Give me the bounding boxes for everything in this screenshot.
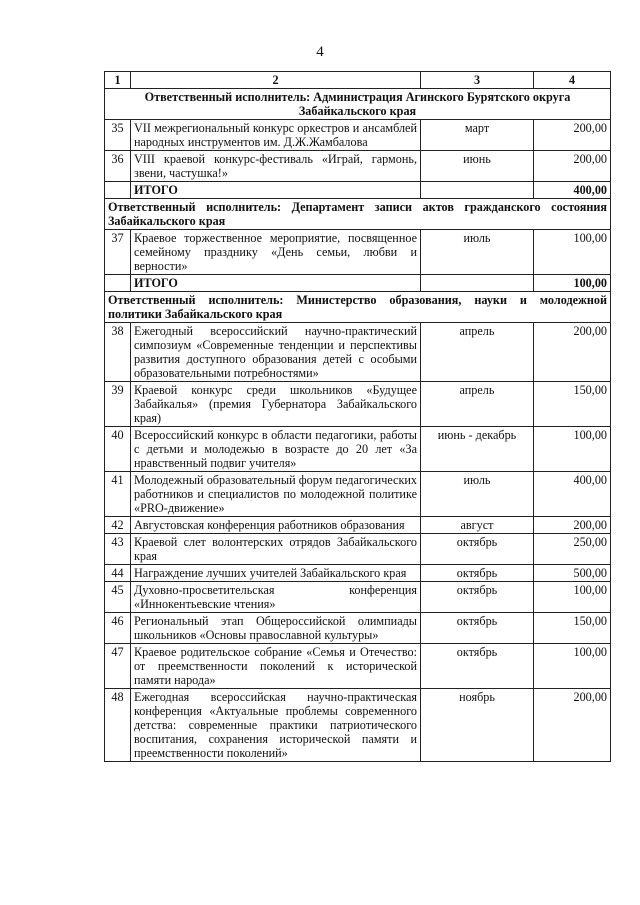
row-amount: 200,00 [534, 689, 611, 762]
row-amount: 500,00 [534, 565, 611, 582]
section-title-line: Ответственный исполнитель: Министерство образования, науки и молодежной [108, 293, 607, 307]
row-number: 46 [105, 613, 131, 644]
row-number: 36 [105, 151, 131, 182]
row-event: Награждение лучших учителей Забайкальского края [131, 565, 421, 582]
events-table [104, 71, 611, 762]
total-blank [421, 275, 534, 292]
row-period: октябрь [421, 613, 534, 644]
row-number: 41 [105, 472, 131, 517]
section-title-line: политики Забайкальского края [108, 307, 283, 321]
column-header-row [105, 72, 611, 89]
row-event: Августовская конференция работников образования [131, 517, 421, 534]
row-event: Краевой конкурс среди школьников «Будущее Забайкалья» (премия Губернатора Забайкальского края) [131, 382, 421, 427]
row-number: 39 [105, 382, 131, 427]
row-amount: 100,00 [534, 644, 611, 689]
column-header: 3 [421, 72, 534, 89]
row-number: 42 [105, 517, 131, 534]
row-event: Краевое торжественное мероприятие, посвященное семейному празднику «День семьи, любви и верности» [131, 230, 421, 275]
section-title [105, 89, 611, 120]
row-number: 35 [105, 120, 131, 151]
section-title-line: Ответственный исполнитель: Администрация Агинского Бурятского округа [144, 90, 571, 104]
row-amount: 200,00 [534, 323, 611, 382]
row-number: 37 [105, 230, 131, 275]
row-period: март [421, 120, 534, 151]
row-amount: 200,00 [534, 517, 611, 534]
row-period: июнь - декабрь [421, 427, 534, 472]
section-title [105, 292, 611, 323]
row-period: август [421, 517, 534, 534]
row-event: Ежегодная всероссийская научно-практическая конференция «Актуальные проблемы современного детства: современные практики патриотического воспитания, сохранения исторической памяти и преемственности поколений» [131, 689, 421, 762]
section-title-line: Ответственный исполнитель: Департамент записи актов гражданского состояния [108, 200, 607, 214]
row-amount: 100,00 [534, 427, 611, 472]
total-row [105, 275, 611, 292]
table-row [105, 644, 611, 689]
section-header-row [105, 199, 611, 230]
section-title-line: Забайкальского края [108, 214, 226, 228]
total-label: ИТОГО [131, 275, 421, 292]
row-amount: 200,00 [534, 151, 611, 182]
row-amount: 400,00 [534, 472, 611, 517]
row-number: 47 [105, 644, 131, 689]
row-period: ноябрь [421, 689, 534, 762]
table-row [105, 151, 611, 182]
table-row [105, 613, 611, 644]
page-number: 4 [316, 44, 324, 60]
row-number: 40 [105, 427, 131, 472]
section-header-row [105, 292, 611, 323]
row-period: октябрь [421, 565, 534, 582]
table-row [105, 534, 611, 565]
row-amount: 150,00 [534, 613, 611, 644]
total-row [105, 182, 611, 199]
row-event: Региональный этап Общероссийской олимпиады школьников «Основы православной культуры» [131, 613, 421, 644]
section-title-line: Забайкальского края [298, 104, 417, 118]
table-row [105, 120, 611, 151]
row-event: Молодежный образовательный форум педагогических работников и специалистов по молодежной политике «PRO-движение» [131, 472, 421, 517]
row-event: VII межрегиональный конкурс оркестров и ансамблей народных инструментов им. Д.Ж.Жамбалова [131, 120, 421, 151]
column-header: 4 [534, 72, 611, 89]
row-event: Краевое родительское собрание «Семья и Отечество: от преемственности поколений к исторической памяти народа» [131, 644, 421, 689]
table-row [105, 472, 611, 517]
row-amount: 200,00 [534, 120, 611, 151]
row-number: 48 [105, 689, 131, 762]
row-amount: 150,00 [534, 382, 611, 427]
row-period: июль [421, 472, 534, 517]
row-number: 43 [105, 534, 131, 565]
row-amount: 100,00 [534, 230, 611, 275]
row-period: июль [421, 230, 534, 275]
row-period: октябрь [421, 644, 534, 689]
row-number: 38 [105, 323, 131, 382]
table-row [105, 565, 611, 582]
section-title [105, 199, 611, 230]
total-blank [421, 182, 534, 199]
table-row [105, 230, 611, 275]
total-blank [105, 275, 131, 292]
table-row [105, 382, 611, 427]
table-row [105, 689, 611, 762]
row-amount: 100,00 [534, 582, 611, 613]
table-row [105, 582, 611, 613]
row-number: 45 [105, 582, 131, 613]
column-header: 2 [131, 72, 421, 89]
total-blank [105, 182, 131, 199]
row-period: октябрь [421, 582, 534, 613]
row-period: июнь [421, 151, 534, 182]
row-event: Всероссийский конкурс в области педагогики, работы с детьми и молодежью в возрасте до 20 лет «За нравственный подвиг учителя» [131, 427, 421, 472]
row-event: Духовно-просветительская конференция «Иннокентьевские чтения» [131, 582, 421, 613]
table-row [105, 323, 611, 382]
row-number: 44 [105, 565, 131, 582]
row-event: Краевой слет волонтерских отрядов Забайкальского края [131, 534, 421, 565]
column-header: 1 [105, 72, 131, 89]
row-period: апрель [421, 382, 534, 427]
row-amount: 250,00 [534, 534, 611, 565]
row-period: апрель [421, 323, 534, 382]
section-header-row [105, 89, 611, 120]
total-label: ИТОГО [131, 182, 421, 199]
total-amount: 100,00 [534, 275, 611, 292]
table-row [105, 427, 611, 472]
total-amount: 400,00 [534, 182, 611, 199]
row-event: VIII краевой конкурс-фестиваль «Играй, гармонь, звени, частушка!» [131, 151, 421, 182]
row-event: Ежегодный всероссийский научно-практический симпозиум «Современные тенденции и перспективы развития доступного образования детей с особыми образовательными потребностями» [131, 323, 421, 382]
row-period: октябрь [421, 534, 534, 565]
table-row [105, 517, 611, 534]
